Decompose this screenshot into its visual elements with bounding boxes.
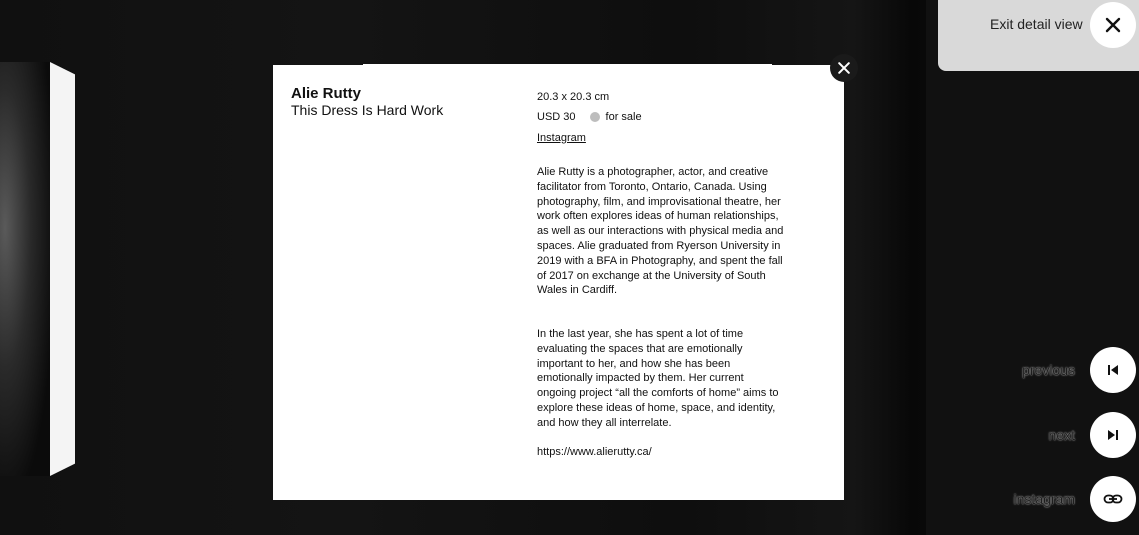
skip-previous-icon: [1103, 360, 1123, 380]
bio-paragraph: Alie Rutty is a photographer, actor, and creative facilitator from Toronto, Ontario, Canada. Using photography, film, and improvisational theatre, her work often explores ideas of human relationships, as well as our interactions with physical media and spaces. Alie graduated from Ryerson University in 2019 with a BFA in Photography, and spent the fall of 2017 on exchange at the University of South Wales in Cardiff.: [537, 166, 784, 297]
instagram-button[interactable]: [1090, 476, 1136, 522]
artwork-dimensions: 20.3 x 20.3 cm: [537, 91, 610, 103]
instagram-label[interactable]: instagram: [1013, 491, 1075, 507]
website-link[interactable]: https://www.alierutty.ca/: [537, 446, 652, 458]
previous-button[interactable]: [1090, 347, 1136, 393]
artwork-title: This Dress Is Hard Work: [291, 102, 444, 118]
card-topline: [363, 64, 772, 66]
artist-name: Alie Rutty: [291, 85, 362, 102]
availability-dot: [590, 112, 600, 122]
bio-paragraph: In the last year, she has spent a lot of time evaluating the spaces that are emotionally important to her, and how she has been emotionally impacted by them. Her current ongoing project “all the comforts of home” aims to explore these ideas of home, space, and identity, and how they all interrelate.: [537, 328, 779, 429]
next-label[interactable]: next: [1048, 427, 1075, 443]
exit-detail-button[interactable]: [1090, 2, 1136, 48]
skip-next-icon: [1103, 425, 1123, 445]
link-icon: [1103, 489, 1123, 509]
exit-detail-label[interactable]: Exit detail view: [990, 16, 1083, 32]
adjacent-photo[interactable]: [0, 62, 50, 476]
price: USD 30: [537, 111, 576, 123]
next-button[interactable]: [1090, 412, 1136, 458]
adjacent-photo-frame: [50, 62, 75, 476]
price-row: [537, 110, 642, 125]
previous-label[interactable]: previous: [1022, 362, 1075, 378]
close-card-button[interactable]: [830, 54, 858, 82]
availability-status: for sale: [605, 111, 642, 123]
close-icon: [836, 60, 852, 76]
instagram-link[interactable]: Instagram: [537, 132, 586, 144]
close-icon: [1103, 15, 1123, 35]
